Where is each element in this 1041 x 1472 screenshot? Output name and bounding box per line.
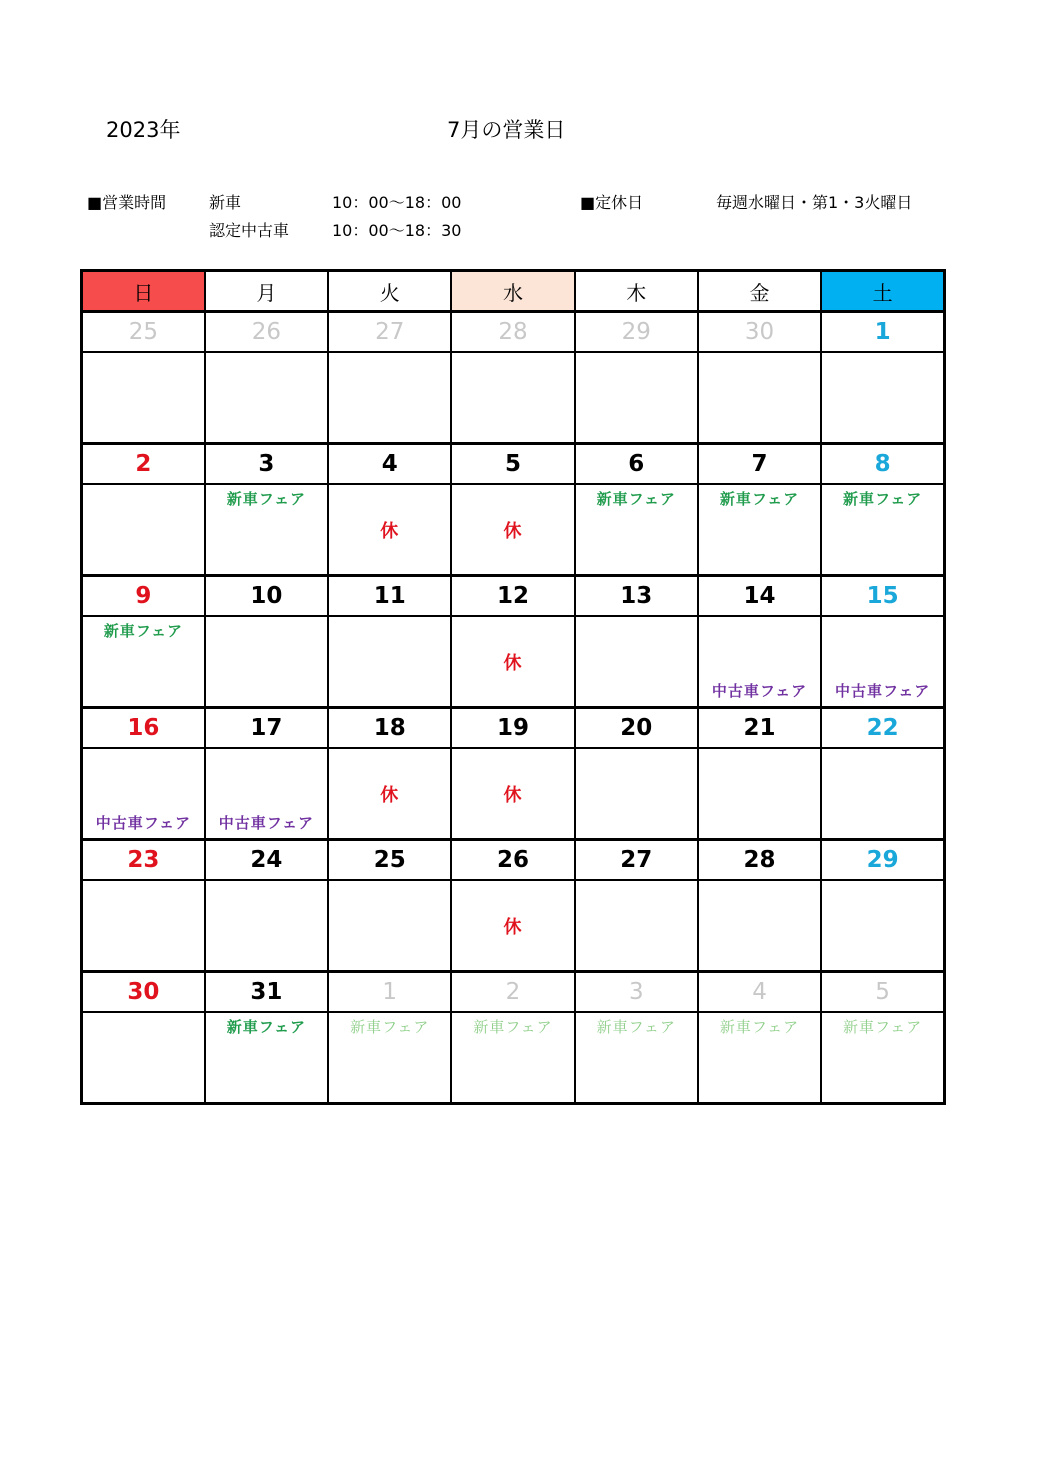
date-number: 18	[328, 708, 451, 749]
date-number: 22	[821, 708, 944, 749]
week-date-row	[82, 576, 945, 617]
used-car-fair-label: 中古車フェア	[218, 814, 315, 832]
day-cell	[821, 880, 944, 972]
date-number: 9	[82, 576, 205, 617]
day-cell	[451, 616, 574, 708]
day-cell	[575, 1012, 698, 1104]
used-car-fair-label: 中古車フェア	[834, 682, 931, 700]
week-date-row	[82, 840, 945, 881]
day-cell	[575, 484, 698, 576]
date-number: 30	[698, 312, 821, 353]
date-number: 13	[575, 576, 698, 617]
new-car-fair-label: 新車フェア	[473, 1018, 553, 1036]
date-number: 15	[821, 576, 944, 617]
day-cell	[821, 1012, 944, 1104]
day-cell	[698, 880, 821, 972]
day-cell	[821, 484, 944, 576]
week-event-row	[82, 616, 945, 708]
day-cell	[328, 352, 451, 444]
used-car-fair-label: 中古車フェア	[711, 682, 808, 700]
day-cell	[575, 748, 698, 840]
weekday-header: 月	[205, 271, 328, 312]
day-cell	[698, 352, 821, 444]
new-car-fair-label: 新車フェア	[596, 1018, 676, 1036]
day-cell	[451, 1012, 574, 1104]
week-event-row	[82, 1012, 945, 1104]
day-cell	[698, 1012, 821, 1104]
new-car-hours: 10：00〜18：00	[332, 193, 462, 212]
new-car-fair-label: 新車フェア	[842, 490, 923, 508]
closed-marker: 休	[503, 653, 523, 674]
date-number: 29	[575, 312, 698, 353]
day-cell	[698, 616, 821, 708]
date-number: 30	[82, 972, 205, 1013]
new-car-label: 新車	[209, 193, 242, 212]
week-date-row	[82, 444, 945, 485]
weekday-header: 金	[698, 271, 821, 312]
closed-marker: 休	[503, 917, 523, 938]
used-car-hours: 10：00〜18：30	[332, 221, 462, 240]
week-event-row	[82, 352, 945, 444]
calendar-table	[80, 269, 946, 1105]
date-number: 28	[698, 840, 821, 881]
date-number: 28	[451, 312, 574, 353]
new-car-fair-label: 新車フェア	[350, 1018, 430, 1036]
weekday-header: 日	[82, 271, 205, 312]
year-label: 2023年	[106, 118, 181, 142]
day-cell	[328, 880, 451, 972]
new-car-fair-label: 新車フェア	[719, 490, 800, 508]
date-number: 27	[328, 312, 451, 353]
day-cell	[821, 616, 944, 708]
weekday-header: 火	[328, 271, 451, 312]
date-number: 2	[82, 444, 205, 485]
day-cell	[575, 616, 698, 708]
date-number: 3	[575, 972, 698, 1013]
date-number: 23	[82, 840, 205, 881]
day-cell	[205, 352, 328, 444]
day-cell	[328, 484, 451, 576]
week-date-row	[82, 708, 945, 749]
day-cell	[205, 484, 328, 576]
date-number: 4	[328, 444, 451, 485]
day-cell	[82, 616, 205, 708]
week-event-row	[82, 880, 945, 972]
day-cell	[205, 616, 328, 708]
business-hours-label: ■営業時間	[87, 193, 167, 212]
date-number: 19	[451, 708, 574, 749]
weekday-header-row	[82, 271, 945, 312]
day-cell	[821, 748, 944, 840]
closed-marker: 休	[503, 785, 523, 806]
regular-holiday-label: ■定休日	[580, 193, 644, 212]
closed-marker: 休	[380, 785, 400, 806]
weekday-header: 水	[451, 271, 574, 312]
day-cell	[451, 484, 574, 576]
new-car-fair-label: 新車フェア	[842, 1018, 923, 1036]
date-number: 10	[205, 576, 328, 617]
new-car-fair-label: 新車フェア	[226, 490, 307, 508]
day-cell	[82, 880, 205, 972]
day-cell	[821, 352, 944, 444]
date-number: 29	[821, 840, 944, 881]
day-cell	[205, 748, 328, 840]
day-cell	[451, 352, 574, 444]
day-cell	[82, 352, 205, 444]
new-car-fair-label: 新車フェア	[596, 490, 676, 508]
day-cell	[698, 748, 821, 840]
date-number: 25	[328, 840, 451, 881]
date-number: 5	[821, 972, 944, 1013]
date-number: 27	[575, 840, 698, 881]
used-car-fair-label: 中古車フェア	[95, 814, 192, 832]
date-number: 7	[698, 444, 821, 485]
day-cell	[451, 748, 574, 840]
date-number: 25	[82, 312, 205, 353]
closed-marker: 休	[380, 521, 400, 542]
day-cell	[328, 1012, 451, 1104]
day-cell	[451, 880, 574, 972]
date-number: 2	[451, 972, 574, 1013]
day-cell	[575, 880, 698, 972]
new-car-fair-label: 新車フェア	[719, 1018, 800, 1036]
date-number: 16	[82, 708, 205, 749]
date-number: 5	[451, 444, 574, 485]
date-number: 20	[575, 708, 698, 749]
day-cell	[575, 352, 698, 444]
week-event-row	[82, 748, 945, 840]
date-number: 31	[205, 972, 328, 1013]
new-car-fair-label: 新車フェア	[103, 622, 184, 640]
closed-marker: 休	[503, 521, 523, 542]
week-date-row	[82, 972, 945, 1013]
day-cell	[698, 484, 821, 576]
date-number: 8	[821, 444, 944, 485]
date-number: 14	[698, 576, 821, 617]
date-number: 6	[575, 444, 698, 485]
date-number: 26	[451, 840, 574, 881]
day-cell	[205, 880, 328, 972]
week-date-row	[82, 312, 945, 353]
date-number: 21	[698, 708, 821, 749]
day-cell	[328, 748, 451, 840]
used-car-label: 認定中古車	[209, 221, 290, 240]
date-number: 4	[698, 972, 821, 1013]
date-number: 17	[205, 708, 328, 749]
date-number: 1	[821, 312, 944, 353]
page-title: 7月の営業日	[447, 118, 566, 142]
date-number: 26	[205, 312, 328, 353]
day-cell	[328, 616, 451, 708]
weekday-header: 土	[821, 271, 944, 312]
date-number: 1	[328, 972, 451, 1013]
day-cell	[82, 1012, 205, 1104]
day-cell	[82, 748, 205, 840]
date-number: 11	[328, 576, 451, 617]
new-car-fair-label: 新車フェア	[226, 1018, 307, 1036]
week-event-row	[82, 484, 945, 576]
date-number: 3	[205, 444, 328, 485]
date-number: 12	[451, 576, 574, 617]
day-cell	[82, 484, 205, 576]
regular-holiday-text: 毎週水曜日・第1・3火曜日	[716, 193, 913, 212]
date-number: 24	[205, 840, 328, 881]
day-cell	[205, 1012, 328, 1104]
weekday-header: 木	[575, 271, 698, 312]
